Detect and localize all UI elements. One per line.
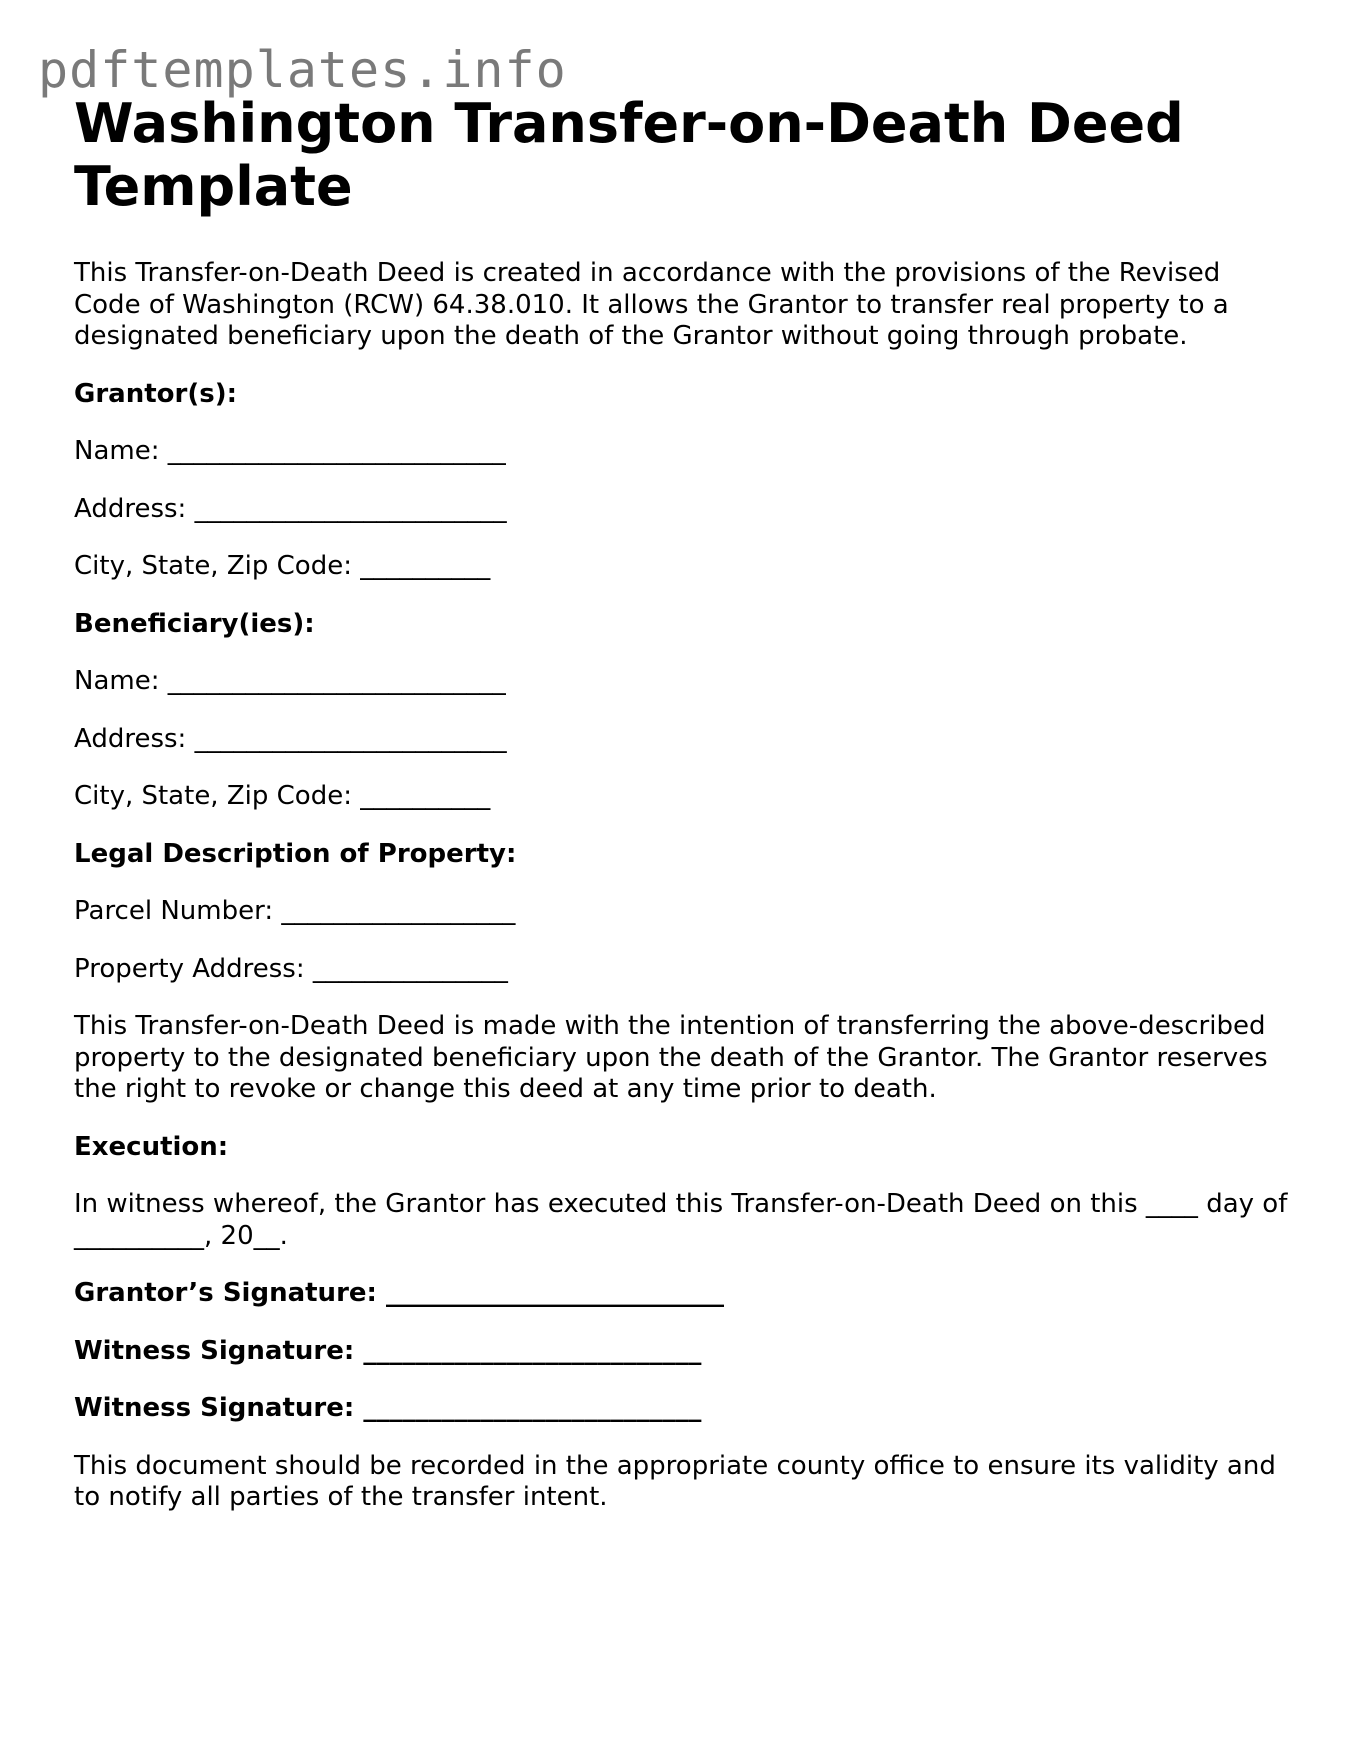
grantor-city-field: City, State, Zip Code: __________ — [74, 551, 491, 581]
witness-signature-line-2: Witness Signature: __________________________ — [74, 1393, 702, 1423]
document-body — [74, 92, 1294, 1514]
watermark: pdftemplates.info — [38, 41, 567, 99]
beneficiary-heading: Beneficiary(ies): — [74, 608, 315, 639]
grantor-heading: Grantor(s): — [74, 378, 237, 409]
intention-paragraph: This Transfer-on-Death Deed is made with the intention of transferring the above-described property to the designated beneficiary upon the death of the Grantor. The Grantor reserves the right to revoke or change this deed at any time prior to death. — [74, 1011, 1268, 1104]
execution-paragraph: In witness whereof, the Grantor has executed this Transfer-on-Death Deed on this ____ day of __________, 20__. — [74, 1189, 1288, 1251]
beneficiary-address-field: Address: ________________________ — [74, 723, 507, 754]
witness-signature-line-1: Witness Signature: __________________________ — [74, 1335, 702, 1366]
intro-paragraph: This Transfer-on-Death Deed is created in accordance with the provisions of the Revised Code of Washington (RCW) 64.38.010. It allows the Grantor to transfer real property to a designated beneficiary upon the death of the Grantor without going through probate. — [74, 258, 1229, 351]
beneficiary-city-field: City, State, Zip Code: __________ — [74, 781, 491, 811]
property-heading: Legal Description of Property: — [74, 838, 517, 869]
grantor-address-field: Address: ________________________ — [74, 493, 507, 524]
beneficiary-name-field: Name: __________________________ — [74, 666, 506, 696]
closing-paragraph: This document should be recorded in the appropriate county office to ensure its validity and to notify all parties of the transfer intent. — [74, 1450, 1276, 1512]
grantor-signature-line: Grantor’s Signature: __________________________ — [74, 1278, 724, 1308]
property-address-field: Property Address: _______________ — [74, 953, 508, 984]
grantor-name-field: Name: __________________________ — [74, 436, 506, 466]
document-title: Washington Transfer-on-Death Deed Template — [74, 92, 1184, 218]
execution-heading: Execution: — [74, 1131, 229, 1162]
parcel-number-field: Parcel Number: __________________ — [74, 896, 516, 926]
